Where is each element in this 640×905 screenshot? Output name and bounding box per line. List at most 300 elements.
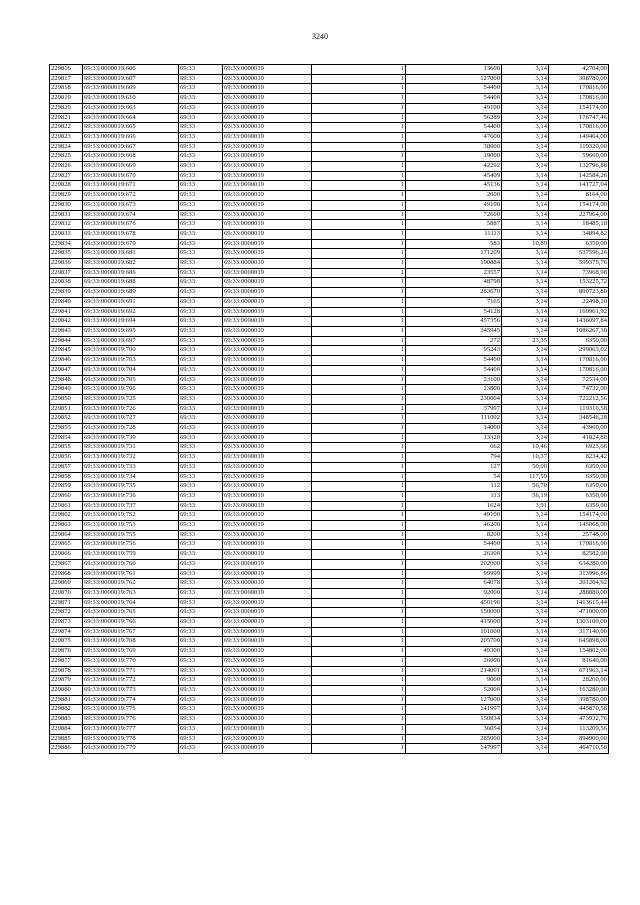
table-row: [50, 307, 609, 317]
region-code-cell: 69:33: [179, 588, 223, 598]
rate-cell: 50,00: [502, 462, 549, 472]
cadastral-number-cell: 69:33:0000019:765: [83, 608, 179, 618]
cadastral-number-cell: 69:33:0000019:762: [83, 579, 179, 589]
value-cell: 894900,00: [549, 734, 609, 744]
rate-cell: 56,19: [502, 491, 549, 501]
area-cell: 14000: [406, 424, 502, 434]
table-row: [50, 579, 609, 589]
area-cell: 283670: [406, 288, 502, 298]
row-number-cell: 229845: [50, 346, 83, 356]
cadastral-number-cell: 69:33:0000019:755: [83, 530, 179, 540]
area-cell: 285000: [406, 734, 502, 744]
value-cell: 170816,00: [549, 123, 609, 133]
cadastral-number-cell: 69:33:0000019:766: [83, 618, 179, 628]
table-row: [50, 530, 609, 540]
quarter-number-cell: 69:33:0000019: [223, 317, 312, 327]
quarter-number-cell: 69:33:0000019: [223, 724, 312, 734]
region-code-cell: 69:33: [179, 346, 223, 356]
quarter-number-cell: 69:33:0000019: [223, 132, 312, 142]
table-row: [50, 705, 609, 715]
row-number-cell: 229819: [50, 94, 83, 104]
value-cell: 634280,00: [549, 559, 609, 569]
row-number-cell: 229862: [50, 511, 83, 521]
value-cell: 6923,66: [549, 443, 609, 453]
count-cell: 1: [312, 501, 406, 511]
table-row: [50, 637, 609, 647]
area-cell: 26300: [406, 550, 502, 560]
area-cell: 5887: [406, 220, 502, 230]
quarter-number-cell: 69:33:0000019: [223, 734, 312, 744]
count-cell: 1: [312, 540, 406, 550]
rate-cell: 3,14: [502, 123, 549, 133]
value-cell: 6350,00: [549, 482, 609, 492]
count-cell: 1: [312, 220, 406, 230]
table-row: [50, 511, 609, 521]
count-cell: 1: [312, 307, 406, 317]
row-number-cell: 229839: [50, 288, 83, 298]
cadastral-number-cell: 69:33:0000019:695: [83, 326, 179, 336]
rate-cell: 3,14: [502, 375, 549, 385]
rate-cell: 3,91: [502, 501, 549, 511]
cadastral-number-cell: 69:33:0000019:682: [83, 259, 179, 269]
table-row: [50, 103, 609, 113]
row-number-cell: 229884: [50, 724, 83, 734]
region-code-cell: 69:33: [179, 579, 223, 589]
table-row: [50, 220, 609, 230]
region-code-cell: 69:33: [179, 559, 223, 569]
rate-cell: 3,14: [502, 715, 549, 725]
value-cell: 142584,26: [549, 171, 609, 181]
rate-cell: 3,14: [502, 666, 549, 676]
region-code-cell: 69:33: [179, 326, 223, 336]
area-cell: 583: [406, 239, 502, 249]
table-row: [50, 443, 609, 453]
table-row: [50, 288, 609, 298]
rate-cell: 3,14: [502, 588, 549, 598]
count-cell: 1: [312, 491, 406, 501]
table-row: [50, 424, 609, 434]
row-number-cell: 229867: [50, 559, 83, 569]
quarter-number-cell: 69:33:0000019: [223, 705, 312, 715]
region-code-cell: 69:33: [179, 472, 223, 482]
region-code-cell: 69:33: [179, 744, 223, 754]
value-cell: 72534,00: [549, 375, 609, 385]
rate-cell: 3,14: [502, 637, 549, 647]
table-row: [50, 550, 609, 560]
table-row: [50, 375, 609, 385]
count-cell: 1: [312, 356, 406, 366]
count-cell: 1: [312, 346, 406, 356]
quarter-number-cell: 69:33:0000019: [223, 268, 312, 278]
row-number-cell: 229834: [50, 239, 83, 249]
value-cell: 42704,00: [549, 65, 609, 75]
value-cell: 176747,46: [549, 113, 609, 123]
table-row: [50, 501, 609, 511]
quarter-number-cell: 69:33:0000019: [223, 647, 312, 657]
quarter-number-cell: 69:33:0000019: [223, 181, 312, 191]
area-cell: 19000: [406, 152, 502, 162]
quarter-number-cell: 69:33:0000019: [223, 511, 312, 521]
page-number: 3240: [312, 32, 328, 41]
count-cell: 1: [312, 336, 406, 346]
value-cell: 22498,10: [549, 297, 609, 307]
cadastral-number-cell: 69:33:0000019:736: [83, 491, 179, 501]
area-cell: 8200: [406, 530, 502, 540]
area-cell: 113: [406, 491, 502, 501]
cadastral-number-cell: 69:33:0000019:730: [83, 433, 179, 443]
value-cell: 34894,82: [549, 229, 609, 239]
value-cell: 1413615,44: [549, 598, 609, 608]
table-row: [50, 123, 609, 133]
table-row: [50, 84, 609, 94]
quarter-number-cell: 69:33:0000019: [223, 491, 312, 501]
rate-cell: 3,14: [502, 210, 549, 220]
area-cell: 11113: [406, 229, 502, 239]
cadastral-number-cell: 69:33:0000019:726: [83, 404, 179, 414]
value-cell: 645898,00: [549, 637, 609, 647]
quarter-number-cell: 69:33:0000019: [223, 152, 312, 162]
row-number-cell: 229868: [50, 569, 83, 579]
rate-cell: 3,14: [502, 608, 549, 618]
cadastral-number-cell: 69:33:0000019:694: [83, 317, 179, 327]
rate-cell: 3,14: [502, 695, 549, 705]
count-cell: 1: [312, 462, 406, 472]
count-cell: 1: [312, 482, 406, 492]
region-code-cell: 69:33: [179, 288, 223, 298]
count-cell: 1: [312, 113, 406, 123]
value-cell: 154174,00: [549, 511, 609, 521]
area-cell: 214001: [406, 666, 502, 676]
region-code-cell: 69:33: [179, 686, 223, 696]
value-cell: 6350,00: [549, 472, 609, 482]
value-cell: 73968,98: [549, 268, 609, 278]
rate-cell: 3,14: [502, 84, 549, 94]
count-cell: 1: [312, 268, 406, 278]
area-cell: 101000: [406, 627, 502, 637]
region-code-cell: 69:33: [179, 443, 223, 453]
count-cell: 1: [312, 414, 406, 424]
region-code-cell: 69:33: [179, 453, 223, 463]
value-cell: 1303100,00: [549, 618, 609, 628]
area-cell: 54400: [406, 540, 502, 550]
table-row: [50, 627, 609, 637]
rate-cell: 3,14: [502, 307, 549, 317]
table-row: [50, 132, 609, 142]
region-code-cell: 69:33: [179, 404, 223, 414]
row-number-cell: 229875: [50, 637, 83, 647]
region-code-cell: 69:33: [179, 307, 223, 317]
area-cell: 171209: [406, 249, 502, 259]
count-cell: 1: [312, 229, 406, 239]
region-code-cell: 69:33: [179, 627, 223, 637]
cadastral-number-cell: 69:33:0000019:609: [83, 84, 179, 94]
area-cell: 99999: [406, 569, 502, 579]
region-code-cell: 69:33: [179, 123, 223, 133]
table-row: [50, 162, 609, 172]
rate-cell: 3,14: [502, 200, 549, 210]
row-number-cell: 229825: [50, 152, 83, 162]
area-cell: 2600: [406, 191, 502, 201]
value-cell: 398780,00: [549, 695, 609, 705]
count-cell: 1: [312, 579, 406, 589]
region-code-cell: 69:33: [179, 608, 223, 618]
area-cell: 13600: [406, 65, 502, 75]
quarter-number-cell: 69:33:0000019: [223, 521, 312, 531]
table-row: [50, 676, 609, 686]
region-code-cell: 69:33: [179, 462, 223, 472]
region-code-cell: 69:33: [179, 171, 223, 181]
region-code-cell: 69:33: [179, 521, 223, 531]
cadastral-number-cell: 69:33:0000019:666: [83, 132, 179, 142]
count-cell: 1: [312, 123, 406, 133]
row-number-cell: 229860: [50, 491, 83, 501]
rate-cell: 3,14: [502, 103, 549, 113]
quarter-number-cell: 69:33:0000019: [223, 666, 312, 676]
area-cell: 95243: [406, 346, 502, 356]
region-code-cell: 69:33: [179, 375, 223, 385]
count-cell: 1: [312, 394, 406, 404]
count-cell: 1: [312, 103, 406, 113]
value-cell: 132796,88: [549, 162, 609, 172]
quarter-number-cell: 69:33:0000019: [223, 676, 312, 686]
table-row: [50, 394, 609, 404]
quarter-number-cell: 69:33:0000019: [223, 715, 312, 725]
value-cell: 313996,86: [549, 569, 609, 579]
value-cell: 43960,00: [549, 424, 609, 434]
count-cell: 1: [312, 74, 406, 84]
value-cell: 473932,76: [549, 715, 609, 725]
row-number-cell: 229886: [50, 744, 83, 754]
table-row: [50, 74, 609, 84]
cadastral-number-cell: 69:33:0000019:768: [83, 637, 179, 647]
value-cell: 170816,00: [549, 365, 609, 375]
value-cell: 170816,00: [549, 540, 609, 550]
table-row: [50, 598, 609, 608]
rate-cell: 3,14: [502, 676, 549, 686]
table-row: [50, 326, 609, 336]
quarter-number-cell: 69:33:0000019: [223, 229, 312, 239]
row-number-cell: 229833: [50, 229, 83, 239]
table-row: [50, 404, 609, 414]
cadastral-number-cell: 69:33:0000019:689: [83, 288, 179, 298]
region-code-cell: 69:33: [179, 540, 223, 550]
row-number-cell: 229856: [50, 453, 83, 463]
region-code-cell: 69:33: [179, 229, 223, 239]
region-code-cell: 69:33: [179, 84, 223, 94]
rate-cell: 23,35: [502, 336, 549, 346]
cadastral-number-cell: 69:33:0000019:668: [83, 152, 179, 162]
value-cell: 41824,80: [549, 433, 609, 443]
table-row: [50, 171, 609, 181]
rate-cell: 3,14: [502, 734, 549, 744]
region-code-cell: 69:33: [179, 501, 223, 511]
cadastral-number-cell: 69:33:0000019:607: [83, 74, 179, 84]
count-cell: 1: [312, 259, 406, 269]
rate-cell: 10,89: [502, 239, 549, 249]
table-row: [50, 200, 609, 210]
row-number-cell: 229846: [50, 356, 83, 366]
area-cell: 7165: [406, 297, 502, 307]
table-row: [50, 608, 609, 618]
cadastral-number-cell: 69:33:0000019:737: [83, 501, 179, 511]
table-row: [50, 647, 609, 657]
area-cell: 92000: [406, 588, 502, 598]
quarter-number-cell: 69:33:0000019: [223, 200, 312, 210]
rate-cell: 3,14: [502, 191, 549, 201]
row-number-cell: 229872: [50, 608, 83, 618]
quarter-number-cell: 69:33:0000019: [223, 288, 312, 298]
area-cell: 52000: [406, 686, 502, 696]
value-cell: 154802,00: [549, 647, 609, 657]
region-code-cell: 69:33: [179, 191, 223, 201]
cadastral-number-cell: 69:33:0000019:779: [83, 744, 179, 754]
count-cell: 1: [312, 598, 406, 608]
rate-cell: 3,14: [502, 171, 549, 181]
count-cell: 1: [312, 171, 406, 181]
region-code-cell: 69:33: [179, 356, 223, 366]
count-cell: 1: [312, 152, 406, 162]
area-cell: 230004: [406, 394, 502, 404]
row-number-cell: 229871: [50, 598, 83, 608]
row-number-cell: 229847: [50, 365, 83, 375]
area-cell: 23800: [406, 385, 502, 395]
value-cell: 890723,80: [549, 288, 609, 298]
row-number-cell: 229827: [50, 171, 83, 181]
rate-cell: 3,14: [502, 511, 549, 521]
rate-cell: 3,14: [502, 569, 549, 579]
quarter-number-cell: 69:33:0000019: [223, 579, 312, 589]
cadastral-number-cell: 69:33:0000019:760: [83, 559, 179, 569]
quarter-number-cell: 69:33:0000019: [223, 414, 312, 424]
cadastral-number-cell: 69:33:0000019:772: [83, 676, 179, 686]
value-cell: 170816,00: [549, 356, 609, 366]
area-cell: 794: [406, 453, 502, 463]
region-code-cell: 69:33: [179, 142, 223, 152]
rate-cell: 3,14: [502, 65, 549, 75]
rate-cell: 3,14: [502, 365, 549, 375]
row-number-cell: 229850: [50, 394, 83, 404]
area-cell: 54400: [406, 365, 502, 375]
rate-cell: 3,14: [502, 686, 549, 696]
region-code-cell: 69:33: [179, 695, 223, 705]
row-number-cell: 229818: [50, 84, 83, 94]
quarter-number-cell: 69:33:0000019: [223, 424, 312, 434]
quarter-number-cell: 69:33:0000019: [223, 588, 312, 598]
cadastral-number-cell: 69:33:0000019:773: [83, 686, 179, 696]
region-code-cell: 69:33: [179, 637, 223, 647]
quarter-number-cell: 69:33:0000019: [223, 375, 312, 385]
area-cell: 54: [406, 472, 502, 482]
area-cell: 662: [406, 443, 502, 453]
value-cell: 722212,56: [549, 394, 609, 404]
value-cell: 163280,00: [549, 686, 609, 696]
value-cell: 471000,00: [549, 608, 609, 618]
region-code-cell: 69:33: [179, 550, 223, 560]
quarter-number-cell: 69:33:0000019: [223, 608, 312, 618]
area-cell: 37997: [406, 404, 502, 414]
region-code-cell: 69:33: [179, 724, 223, 734]
region-code-cell: 69:33: [179, 336, 223, 346]
table-row: [50, 113, 609, 123]
count-cell: 1: [312, 569, 406, 579]
rate-cell: 3,14: [502, 724, 549, 734]
region-code-cell: 69:33: [179, 433, 223, 443]
area-cell: 205700: [406, 637, 502, 647]
cadastral-number-cell: 69:33:0000019:735: [83, 482, 179, 492]
rate-cell: 3,14: [502, 394, 549, 404]
region-code-cell: 69:33: [179, 491, 223, 501]
cadastral-number-cell: 69:33:0000019:759: [83, 550, 179, 560]
cadastral-number-cell: 69:33:0000019:774: [83, 695, 179, 705]
area-cell: 13320: [406, 433, 502, 443]
value-cell: 317140,00: [549, 627, 609, 637]
table-row: [50, 152, 609, 162]
area-cell: 54400: [406, 94, 502, 104]
region-code-cell: 69:33: [179, 676, 223, 686]
rate-cell: 3,14: [502, 627, 549, 637]
count-cell: 1: [312, 443, 406, 453]
region-code-cell: 69:33: [179, 530, 223, 540]
quarter-number-cell: 69:33:0000019: [223, 297, 312, 307]
count-cell: 1: [312, 686, 406, 696]
area-cell: 345945: [406, 326, 502, 336]
count-cell: 1: [312, 317, 406, 327]
table-row: [50, 346, 609, 356]
cadastral-number-cell: 69:33:0000019:764: [83, 598, 179, 608]
region-code-cell: 69:33: [179, 666, 223, 676]
cadastral-number-cell: 69:33:0000019:665: [83, 123, 179, 133]
region-code-cell: 69:33: [179, 365, 223, 375]
value-cell: 201204,92: [549, 579, 609, 589]
region-code-cell: 69:33: [179, 200, 223, 210]
cadastral-number-cell: 69:33:0000019:706: [83, 385, 179, 395]
value-cell: 170816,00: [549, 94, 609, 104]
table-row: [50, 191, 609, 201]
count-cell: 1: [312, 715, 406, 725]
region-code-cell: 69:33: [179, 297, 223, 307]
value-cell: 599375,76: [549, 259, 609, 269]
value-cell: 8234,42: [549, 453, 609, 463]
quarter-number-cell: 69:33:0000019: [223, 171, 312, 181]
quarter-number-cell: 69:33:0000019: [223, 501, 312, 511]
quarter-number-cell: 69:33:0000019: [223, 326, 312, 336]
rate-cell: 10,37: [502, 453, 549, 463]
region-code-cell: 69:33: [179, 210, 223, 220]
table-row: [50, 618, 609, 628]
region-code-cell: 69:33: [179, 511, 223, 521]
value-cell: 6350,00: [549, 491, 609, 501]
quarter-number-cell: 69:33:0000019: [223, 103, 312, 113]
region-code-cell: 69:33: [179, 132, 223, 142]
row-number-cell: 229828: [50, 181, 83, 191]
rate-cell: 3,14: [502, 550, 549, 560]
cadastral-number-cell: 69:33:0000019:761: [83, 569, 179, 579]
rate-cell: 3,14: [502, 385, 549, 395]
cadastral-number-cell: 69:33:0000019:663: [83, 103, 179, 113]
row-number-cell: 229838: [50, 278, 83, 288]
area-cell: 46200: [406, 521, 502, 531]
count-cell: 1: [312, 695, 406, 705]
value-cell: 141727,04: [549, 181, 609, 191]
rate-cell: 3,14: [502, 598, 549, 608]
count-cell: 1: [312, 288, 406, 298]
table-row: [50, 297, 609, 307]
quarter-number-cell: 69:33:0000019: [223, 482, 312, 492]
cadastral-table: [49, 64, 609, 754]
count-cell: 1: [312, 453, 406, 463]
area-cell: 111002: [406, 414, 502, 424]
row-number-cell: 229876: [50, 647, 83, 657]
